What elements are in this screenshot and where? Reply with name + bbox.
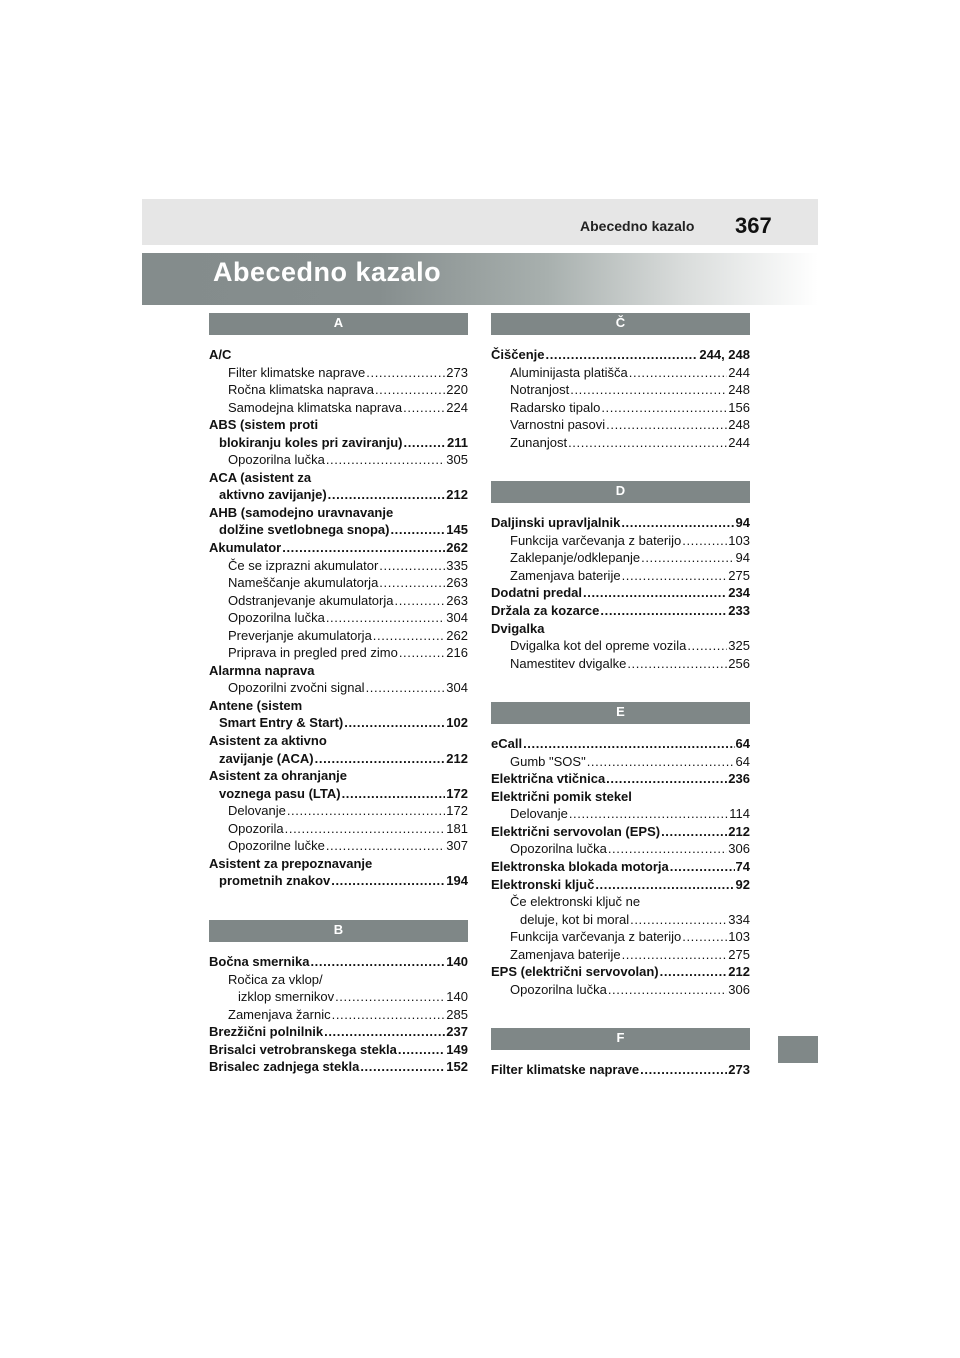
index-entry-text: Zaklepanje/odklepanje	[510, 550, 641, 566]
index-entry-page: 305	[446, 452, 468, 468]
index-entry[interactable]	[209, 1041, 468, 1059]
index-entry-list	[209, 953, 468, 1076]
leader-dots	[661, 823, 727, 841]
index-entry-text: Filter klimatske naprave	[228, 364, 366, 380]
index-entry[interactable]	[491, 963, 750, 981]
index-entry-page: 304	[446, 610, 468, 626]
index-entry-text: Delovanje	[228, 803, 286, 819]
leader-dots	[342, 785, 446, 803]
index-entry-page: 64	[735, 753, 750, 769]
index-entry-page: 262	[446, 540, 468, 556]
index-entry[interactable]	[491, 893, 750, 911]
index-entry-text: Daljinski upravljalnik	[491, 515, 621, 531]
index-entry-text: A/C	[209, 347, 232, 362]
index-entry[interactable]	[209, 609, 468, 627]
index-entry[interactable]	[491, 364, 750, 382]
section-letter-bar: A	[209, 313, 468, 335]
leader-dots	[331, 872, 445, 890]
leader-dots	[545, 346, 698, 364]
index-entry-text: Funkcija varčevanja z baterijo	[510, 929, 682, 945]
index-entry[interactable]	[209, 714, 468, 732]
page-number: 367	[735, 213, 772, 238]
index-entry[interactable]	[209, 802, 468, 820]
index-entry[interactable]	[491, 620, 750, 638]
index-entry-page: 237	[446, 1024, 468, 1040]
leader-dots	[404, 434, 447, 452]
index-entry-page: 304	[446, 680, 468, 696]
section-letter-bar: E	[491, 702, 750, 724]
index-entry[interactable]	[209, 504, 468, 522]
index-entry-text: Akumulator	[209, 540, 282, 556]
leader-dots	[606, 770, 727, 788]
index-entry-text: prometnih znakov	[219, 873, 331, 889]
index-entry-text: Priprava in pregled pred zimo	[228, 645, 398, 661]
index-entry[interactable]	[209, 592, 468, 610]
index-entry-text: Če elektronski ključ ne	[510, 894, 641, 910]
index-entry[interactable]	[491, 876, 750, 894]
index-entry[interactable]	[491, 532, 750, 550]
index-entry[interactable]	[491, 602, 750, 620]
index-entry[interactable]	[491, 637, 750, 655]
index-entry-page: 211	[447, 434, 468, 450]
index-entry-page: 306	[728, 841, 750, 857]
index-entry[interactable]	[209, 971, 468, 989]
index-entry-text: Dvigalka	[491, 620, 545, 636]
index-entry-text: Asistent za aktivno	[209, 733, 327, 749]
leader-dots	[399, 644, 445, 662]
index-entry[interactable]	[491, 823, 750, 841]
index-entry-page: 172	[446, 803, 468, 819]
index-entry-text: Radarsko tipalo	[510, 399, 601, 415]
index-entry-page: 262	[446, 627, 468, 643]
index-entry[interactable]	[491, 381, 750, 399]
index-entry[interactable]	[209, 953, 468, 971]
leader-dots	[595, 876, 734, 894]
index-entry-text: Brezžični polnilnik	[209, 1024, 324, 1040]
index-entry-page: 156	[728, 399, 750, 415]
index-entry-text: Električna vtičnica	[491, 771, 606, 787]
section-letter-bar: F	[491, 1028, 750, 1050]
index-entry-text: Dodatni predal	[491, 585, 583, 601]
index-entry-text: aktivno zavijanje)	[219, 487, 327, 503]
index-entry[interactable]	[491, 981, 750, 999]
index-entry-text: Funkcija varčevanja z baterijo	[510, 532, 682, 548]
index-entry-page: 194	[446, 873, 468, 889]
index-entry-page: 212	[728, 823, 750, 839]
index-entry-text: Opozorilne lučke	[228, 838, 325, 854]
index-entry[interactable]	[209, 1006, 468, 1024]
index-entry-text: Zamenjava baterije	[510, 567, 621, 583]
index-entry-text: Opozorilna lučka	[510, 841, 607, 857]
index-entry-page: 114	[729, 806, 750, 822]
leader-dots	[570, 381, 727, 399]
index-entry-page: 256	[728, 655, 750, 671]
index-entry[interactable]	[209, 750, 468, 768]
index-entry-text: Filter klimatske naprave	[491, 1062, 640, 1078]
index-entry-page: 306	[728, 981, 750, 997]
index-entry[interactable]	[491, 346, 750, 364]
index-entry[interactable]	[209, 1058, 468, 1076]
index-entry-text: Čiščenje	[491, 347, 545, 362]
index-entry-text: Ročica za vklop/	[228, 971, 323, 987]
index-entry-text: Nameščanje akumulatorja	[228, 575, 379, 591]
index-entry[interactable]	[209, 732, 468, 750]
index-entry[interactable]	[209, 820, 468, 838]
leader-dots	[379, 574, 445, 592]
index-entry-text: eCall	[491, 736, 523, 752]
index-entry[interactable]	[209, 627, 468, 645]
leader-dots	[326, 609, 445, 627]
index-entry-text: Varnostni pasovi	[510, 417, 606, 433]
index-entry[interactable]	[209, 1023, 468, 1041]
leader-dots	[622, 946, 728, 964]
index-column-right	[491, 313, 750, 1079]
index-entry-page: 149	[446, 1041, 468, 1057]
index-entry-text: Ročna klimatska naprava	[228, 382, 374, 398]
leader-dots	[366, 364, 445, 382]
index-entry-text: Zunanjost	[510, 434, 568, 450]
leader-dots	[332, 1006, 446, 1024]
index-entry-page: 236	[728, 771, 750, 787]
index-entry[interactable]	[491, 416, 750, 434]
index-entry-page: 244	[728, 364, 750, 380]
index-entry-text: Opozorilni zvočni signal	[228, 680, 365, 696]
index-entry-page: 248	[728, 382, 750, 398]
leader-dots	[641, 549, 734, 567]
index-entry-text: ACA (asistent za	[209, 469, 312, 485]
index-entry[interactable]	[491, 514, 750, 532]
index-entry-text: dolžine svetlobnega snopa)	[219, 522, 390, 538]
index-entry-page: 212	[446, 750, 468, 766]
index-entry[interactable]	[209, 662, 468, 680]
index-entry-text: Brisalci vetrobranskega stekla	[209, 1041, 397, 1057]
index-entry-page: 92	[735, 876, 750, 892]
leader-dots	[568, 434, 727, 452]
index-entry-text: Aluminijasta platišča	[510, 364, 628, 380]
index-entry-text: blokiranju koles pri zaviranju)	[219, 434, 403, 450]
index-entry-page: 263	[446, 592, 468, 608]
index-entry-text: Opozorila	[228, 820, 284, 836]
index-entry[interactable]	[491, 399, 750, 417]
index-entry-page: 140	[446, 953, 468, 969]
index-entry-page: 244	[728, 434, 750, 450]
index-entry[interactable]	[209, 399, 468, 417]
leader-dots	[670, 858, 735, 876]
index-entry-page: 224	[446, 399, 468, 415]
index-entry-text: EPS (električni servovolan)	[491, 964, 659, 980]
index-entry-text: Elektronski ključ	[491, 876, 595, 892]
leader-dots	[608, 840, 727, 858]
index-entry[interactable]	[209, 697, 468, 715]
leader-dots	[373, 627, 446, 645]
index-entry-page: 334	[728, 911, 750, 927]
index-entry-page: 233	[728, 603, 750, 619]
index-entry[interactable]	[209, 381, 468, 399]
index-entry-text: Notranjost	[510, 382, 570, 398]
leader-dots	[315, 750, 446, 768]
leader-dots	[398, 1041, 445, 1059]
leader-dots	[640, 1061, 727, 1079]
section-spacer	[491, 451, 750, 481]
index-entry[interactable]	[209, 451, 468, 469]
leader-dots	[375, 381, 445, 399]
index-entry[interactable]	[209, 539, 468, 557]
index-entry-text: Zamenjava baterije	[510, 946, 621, 962]
index-entry-text: deluje, kot bi moral	[520, 911, 630, 927]
leader-dots	[282, 539, 445, 557]
index-entry-page: 94	[735, 515, 750, 531]
index-entry-page: 216	[446, 645, 468, 661]
index-entry-page: 74	[735, 859, 750, 875]
index-entry-text: Gumb "SOS"	[510, 753, 586, 769]
index-entry-list	[209, 346, 468, 890]
index-entry-page: 172	[446, 785, 468, 801]
leader-dots	[285, 820, 446, 838]
index-entry-page: 220	[446, 382, 468, 398]
leader-dots	[601, 399, 727, 417]
index-entry-page: 307	[446, 838, 468, 854]
index-entry[interactable]	[209, 574, 468, 592]
leader-dots	[403, 399, 445, 417]
index-entry[interactable]	[491, 655, 750, 673]
leader-dots	[682, 928, 727, 946]
index-entry[interactable]	[209, 837, 468, 855]
index-entry-text: Odstranjevanje akumulatorja	[228, 592, 394, 608]
index-entry-page: 181	[446, 820, 468, 836]
index-entry-text: Delovanje	[510, 806, 568, 822]
section-letter-bar: B	[209, 920, 468, 942]
index-entry[interactable]	[209, 557, 468, 575]
leader-dots	[523, 735, 734, 753]
index-entry-page: 64	[735, 736, 750, 752]
leader-dots	[682, 532, 727, 550]
leader-dots	[390, 521, 445, 539]
leader-dots	[587, 753, 735, 771]
index-entry-text: Električni servovolan (EPS)	[491, 823, 661, 839]
index-entry[interactable]	[209, 416, 468, 434]
index-entry-text: zavijanje (ACA)	[219, 750, 314, 766]
index-entry-text: voznega pasu (LTA)	[219, 785, 341, 801]
index-column-left	[209, 313, 468, 1076]
index-entry-page: 212	[728, 964, 750, 980]
index-entry-text: Zamenjava žarnic	[228, 1006, 331, 1022]
index-entry[interactable]	[491, 753, 750, 771]
index-entry-text: Antene (sistem	[209, 697, 303, 713]
index-entry[interactable]	[491, 770, 750, 788]
index-entry-text: Če se izprazni akumulator	[228, 557, 379, 573]
index-entry[interactable]	[209, 521, 468, 539]
index-entry-text: Smart Entry & Start)	[219, 715, 344, 731]
leader-dots	[630, 911, 727, 929]
leader-dots	[569, 805, 728, 823]
index-entry-page: 234	[728, 585, 750, 601]
leader-dots	[629, 364, 728, 382]
index-entry-text: Držala za kozarce	[491, 603, 600, 619]
index-entry[interactable]	[491, 946, 750, 964]
index-entry-text: Opozorilna lučka	[228, 610, 325, 626]
index-entry-page: 273	[728, 1062, 750, 1078]
index-entry[interactable]	[209, 679, 468, 697]
index-entry-page: 145	[446, 522, 468, 538]
page-title: Abecedno kazalo	[213, 257, 442, 287]
leader-dots	[366, 679, 446, 697]
index-entry-text: Bočna smernika	[209, 953, 310, 969]
leader-dots	[326, 451, 445, 469]
index-entry[interactable]	[209, 469, 468, 487]
leader-dots	[379, 557, 445, 575]
index-entry-text: Dvigalka kot del opreme vozila	[510, 638, 687, 654]
index-entry[interactable]	[491, 788, 750, 806]
index-entry-page: 325	[728, 638, 750, 654]
section-spacer	[491, 672, 750, 702]
index-entry-text: ABS (sistem proti	[209, 417, 319, 433]
index-entry[interactable]	[491, 858, 750, 876]
index-entry[interactable]	[209, 855, 468, 873]
index-entry[interactable]	[209, 486, 468, 504]
index-entry[interactable]	[491, 567, 750, 585]
chapter-tab-marker	[778, 1036, 818, 1063]
index-entry-page: 94	[735, 550, 750, 566]
index-entry[interactable]	[491, 805, 750, 823]
leader-dots	[344, 714, 445, 732]
index-entry-text: Opozorilna lučka	[510, 981, 607, 997]
index-entry[interactable]	[491, 911, 750, 929]
leader-dots	[608, 981, 727, 999]
index-entry-list	[491, 346, 750, 451]
index-entry-text: Opozorilna lučka	[228, 452, 325, 468]
index-entry-page: 285	[446, 1006, 468, 1022]
index-entry[interactable]	[209, 364, 468, 382]
index-entry[interactable]	[209, 346, 468, 364]
index-entry[interactable]	[491, 434, 750, 452]
index-entry[interactable]	[491, 840, 750, 858]
index-entry[interactable]	[209, 644, 468, 662]
index-entry[interactable]	[491, 549, 750, 567]
leader-dots	[660, 963, 728, 981]
index-entry[interactable]	[209, 988, 468, 1006]
index-entry-text: Asistent za ohranjanje	[209, 768, 347, 784]
leader-dots	[687, 637, 727, 655]
leader-dots	[622, 567, 728, 585]
leader-dots	[310, 953, 445, 971]
section-letter-bar: Č	[491, 313, 750, 335]
leader-dots	[360, 1058, 445, 1076]
index-entry-text: Preverjanje akumulatorja	[228, 627, 372, 643]
index-entry-text: Električni pomik stekel	[491, 788, 632, 804]
index-entry-page: 152	[446, 1059, 468, 1075]
page-header-band	[142, 199, 818, 245]
leader-dots	[627, 655, 727, 673]
index-entry[interactable]	[209, 785, 468, 803]
index-entry[interactable]	[209, 767, 468, 785]
leader-dots	[600, 602, 727, 620]
section-spacer	[491, 998, 750, 1028]
section-spacer	[209, 890, 468, 920]
index-entry-text: Asistent za prepoznavanje	[209, 855, 373, 871]
index-entry[interactable]	[491, 584, 750, 602]
index-entry-page: 263	[446, 575, 468, 591]
index-entry-page: 244, 248	[699, 347, 750, 362]
index-entry-page: 335	[446, 557, 468, 573]
leader-dots	[621, 514, 734, 532]
leader-dots	[335, 988, 445, 1006]
index-entry-page: 275	[728, 567, 750, 583]
index-entry[interactable]	[209, 434, 468, 452]
index-entry-text: Namestitev dvigalke	[510, 655, 627, 671]
index-entry-text: Alarmna naprava	[209, 662, 315, 678]
index-entry-page: 275	[728, 946, 750, 962]
leader-dots	[324, 1023, 445, 1041]
index-entry[interactable]	[491, 928, 750, 946]
index-entry-text: izklop smernikov	[238, 989, 335, 1005]
index-entry[interactable]	[491, 1061, 750, 1079]
running-header-title: Abecedno kazalo	[580, 218, 695, 234]
index-entry-text: Elektronska blokada motorja	[491, 859, 669, 875]
index-entry-page: 103	[728, 532, 750, 548]
index-entry-list	[491, 735, 750, 998]
index-entry-list	[491, 514, 750, 672]
index-entry-page: 212	[446, 487, 468, 503]
index-entry-text: Brisalec zadnjega stekla	[209, 1059, 360, 1075]
leader-dots	[583, 584, 727, 602]
index-entry[interactable]	[209, 872, 468, 890]
index-entry-page: 248	[728, 417, 750, 433]
leader-dots	[287, 802, 445, 820]
index-entry-text: AHB (samodejno uravnavanje	[209, 504, 394, 520]
leader-dots	[328, 486, 446, 504]
index-entry-page: 102	[446, 715, 468, 731]
section-letter-bar: D	[491, 481, 750, 503]
index-entry-page: 103	[728, 929, 750, 945]
index-entry-page: 140	[446, 989, 468, 1005]
index-entry[interactable]	[491, 735, 750, 753]
leader-dots	[326, 837, 445, 855]
leader-dots	[394, 592, 445, 610]
index-entry-text: Samodejna klimatska naprava	[228, 399, 403, 415]
index-entry-page: 273	[446, 364, 468, 380]
index-entry-list	[491, 1061, 750, 1079]
leader-dots	[606, 416, 727, 434]
